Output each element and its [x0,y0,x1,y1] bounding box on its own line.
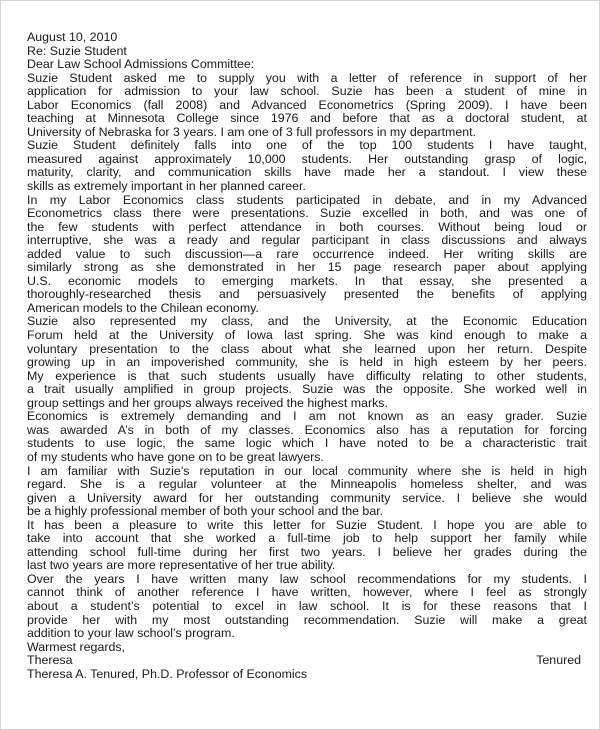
paragraph [27,410,587,464]
paragraph-line: thoroughly-researched thesis and persuasively presented the benefits of applying [27,287,587,302]
paragraph-line: students to use logic, the same logic which I have noted to be a characteristic trait [27,436,587,451]
paragraph-line: My experience is that such students usually have difficulty relating to other students, [27,368,587,383]
signature-name-row [27,654,587,668]
paragraph [27,72,587,140]
paragraph-line: U.S. economic models to emerging markets. In that essay, she presented a [27,273,587,288]
paragraph-line: the few students with perfect attendance in both courses. Without being loud or [27,219,587,234]
paragraph-line: be a highly professional member of both your school and the bar. [27,504,384,519]
paragraph [27,573,587,641]
paragraph-line: voluntary presentation to the class about what she learned upon her return. Despite [27,341,587,356]
signature-last-name: Tenured [536,653,581,668]
paragraph-line: of my students who have gone on to be great lawyers. [27,449,324,464]
paragraph-line: Suzie Student definitely falls into one of the top 100 students I have taught, [27,138,587,153]
paragraph-line: In my Labor Economics class students participated in debate, and in my Advanced [27,192,587,207]
paragraph-line: University of Nebraska for 3 years. I am one of 3 full professors in my department. [27,124,477,139]
paragraph-line: given a University award for her outstanding community service. I believe she would [27,490,587,505]
paragraph-line: regard. She is a regular volunteer at the Minneapolis homeless shelter, and was [27,477,587,492]
paragraph-line: added value to such discussion—a rare occurrence indeed. Her writing skills are [27,246,587,261]
paragraph-line: Suzie also represented my class, and the University, at the Economic Education [27,314,587,329]
paragraph-line: measured against approximately 10,000 students. Her outstanding grasp of logic, [27,151,587,166]
paragraph-line: about a student’s potential to excel in law school. It is for these reasons that I [27,598,587,613]
paragraph-line: growing up in an impoverished community, she is held in high esteem by her peers. [27,355,587,370]
paragraph [27,139,587,193]
paragraph-line: skills as extremely important in her planned career. [27,179,306,194]
paragraph-line: maturity, clarity, and communication skills have made her a standout. I view these [27,165,587,180]
signature-title: Theresa A. Tenured, Ph.D. Professor of Economics [27,666,308,681]
paragraph-line: American models to the Chilean economy. [27,300,259,315]
letter-date: August 10, 2010 [27,30,118,44]
paragraph-line: I am familiar with Suzie’s reputation in our local community where she is held in high [27,463,587,478]
paragraph-line: Suzie Student asked me to supply you with a letter of reference in support of her [27,70,587,85]
paragraph-line: Over the years I have written many law school recommendations for my students. I [27,571,587,586]
paragraph-line: addition to your law school’s program. [27,626,235,641]
paragraph-line: Labor Economics (fall 2008) and Advanced Econometrics (Spring 2009). I have been [27,97,587,112]
closing-regards: Warmest regards, [27,639,125,654]
paragraph-line: take into account that she worked a full-time job to help support her family while [27,531,587,546]
paragraph-line: Forum held at the University of Iowa last spring. She was kind enough to make a [27,328,587,343]
signature-first-name: Theresa [27,653,73,668]
paragraph-line: teaching at Minnesota College since 1976 and before that as a doctoral student, at [27,111,587,126]
paragraph-line: Econometrics class there were presentations. Suzie excelled in both, and was one of [27,206,587,221]
paragraph-line: a trait usually amplified in group projects. Suzie was the opposite. She worked well in [27,382,587,397]
paragraph-line: similarly strong as she demonstrated in her 15 page research paper about applying [27,260,587,275]
paragraph [27,465,587,519]
paragraph [27,519,587,573]
paragraph [27,194,587,316]
salutation: Dear Law School Admissions Committee: [27,57,255,72]
paragraph-line: Economics is extremely demanding and I am not known as an easy grader. Suzie [27,409,587,424]
paragraph-line: last two years are more representative of her true ability. [27,558,336,573]
subject-line: Re: Suzie Student [27,43,127,58]
letter-paragraphs [27,72,587,641]
paragraph-line: application for admission to your law school. Suzie has been a student of mine in [27,84,587,99]
paragraph-line: group settings and her groups always received the highest marks. [27,395,388,410]
paragraph-line: It has been a pleasure to write this letter for Suzie Student. I hope you are able to [27,517,587,532]
paragraph [27,315,587,410]
paragraph-line: interruptive, she was a ready and regular participant in class discussions and always [27,233,587,248]
paragraph-line: provide her with my most outstanding recommendation. Suzie will make a great [27,612,587,627]
paragraph-line: was awarded A’s in both of my classes. Economics also has a reputation for forcing [27,422,587,437]
paragraph-line: cannot think of another reference I have written, however, where I feel as strongly [27,585,587,600]
paragraph-line: attending school full-time during her first two years. I believe her grades during the [27,544,587,559]
letter-body [27,31,587,681]
